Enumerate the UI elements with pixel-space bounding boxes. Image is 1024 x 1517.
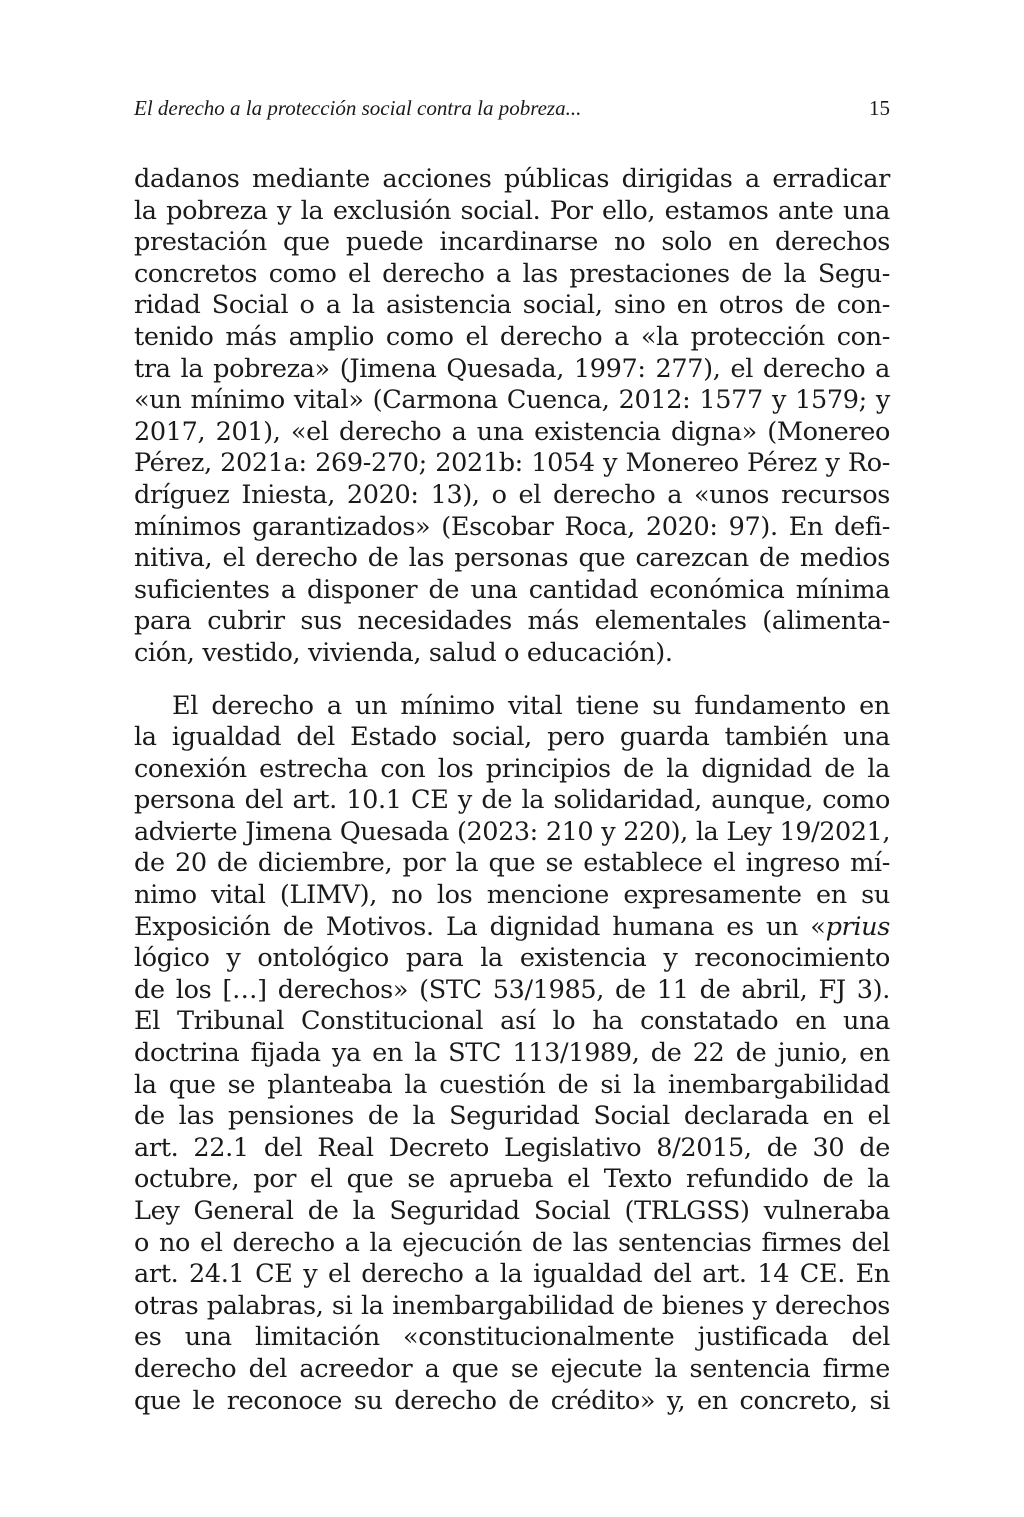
text-line: persona del art. 10.1 CE y de la solidaridad, aunque, como <box>134 785 890 816</box>
text-line: ción, vestido, vivienda, salud o educación). <box>134 637 673 668</box>
text-line: Pérez, 2021a: 269-270; 2021b: 1054 y Monereo Pérez y Ro- <box>134 448 890 479</box>
text-line: concretos como el derecho a las prestaciones de la Segu- <box>134 258 890 289</box>
text-line: mínimos garantizados» (Escobar Roca, 2020: 97). En defi- <box>134 511 890 542</box>
text-line: de los […] derechos» (STC 53/1985, de 11 de abril, FJ 3). <box>134 974 890 1005</box>
text-line: art. 22.1 del Real Decreto Legislativo 8/2015, de 30 de <box>134 1132 890 1163</box>
text-line: art. 24.1 CE y el derecho a la igualdad del art. 14 CE. En <box>134 1259 890 1290</box>
text-line: advierte Jimena Quesada (2023: 210 y 220), la Ley 19/2021, <box>134 816 890 847</box>
text-line: octubre, por el que se aprueba el Texto refundido de la <box>134 1164 890 1195</box>
running-title: El derecho a la protección social contra la pobreza... <box>134 96 582 120</box>
text-line: El derecho a un mínimo vital tiene su fundamento en <box>172 690 890 721</box>
text-line: tenido más amplio como el derecho a «la protección con- <box>134 321 890 352</box>
text-line: El Tribunal Constitucional así lo ha constatado en una <box>134 1006 890 1037</box>
running-header <box>134 96 890 126</box>
text-line: de 20 de diciembre, por la que se establece el ingreso mí- <box>134 848 890 879</box>
text-line: para cubrir sus necesidades más elementales (alimenta- <box>134 606 890 637</box>
text-line: que le reconoce su derecho de crédito» y, en concreto, si <box>134 1385 890 1416</box>
text-line: Ley General de la Seguridad Social (TRLGSS) vulneraba <box>134 1196 890 1226</box>
text-line: o no el derecho a la ejecución de las sentencias firmes del <box>134 1227 890 1258</box>
text-line: suficientes a disponer de una cantidad económica mínima <box>134 574 890 605</box>
text-line: la que se planteaba la cuestión de si la inembargabilidad <box>134 1069 890 1100</box>
text-line: nitiva, el derecho de las personas que carezcan de medios <box>134 543 890 574</box>
text-run: Exposición de Motivos. La dignidad humana es un « <box>134 911 826 942</box>
text-line: prestación que puede incardinarse no solo en derechos <box>134 227 890 258</box>
text-line: la pobreza y la exclusión social. Por ello, estamos ante una <box>134 195 890 226</box>
text-line: lógico y ontológico para la existencia y reconocimiento <box>134 943 890 974</box>
paragraph-gap <box>134 670 890 691</box>
page-number: 15 <box>869 96 890 120</box>
text-line: nimo vital (LIMV), no los mencione expresamente en su <box>134 880 890 911</box>
italic-term: prius <box>825 911 890 942</box>
text-line: otras palabras, si la inembargabilidad de bienes y derechos <box>134 1290 890 1321</box>
text-line: la igualdad del Estado social, pero guarda también una <box>134 722 890 753</box>
body-text <box>134 164 890 1417</box>
text-line: «un mínimo vital» (Carmona Cuenca, 2012: 1577 y 1579; y <box>134 385 890 416</box>
text-line: derecho del acreedor a que se ejecute la sentencia firme <box>134 1353 890 1384</box>
text-line <box>134 912 890 944</box>
text-line: dadanos mediante acciones públicas dirigidas a erradicar <box>134 164 890 194</box>
text-line: ridad Social o a la asistencia social, sino en otros de con- <box>134 290 890 321</box>
text-line: dríguez Iniesta, 2020: 13), o el derecho a «unos recursos <box>134 479 890 510</box>
text-line: de las pensiones de la Seguridad Social declarada en el <box>134 1101 890 1132</box>
text-line: doctrina fijada ya en la STC 113/1989, de 22 de junio, en <box>134 1038 890 1069</box>
text-line: es una limitación «constitucionalmente justificada del <box>134 1322 890 1353</box>
text-line: 2017, 201), «el derecho a una existencia digna» (Monereo <box>134 416 890 447</box>
paragraph <box>134 164 890 670</box>
text-line: tra la pobreza» (Jimena Quesada, 1997: 277), el derecho a <box>134 353 890 384</box>
text-line: conexión estrecha con los principios de la dignidad de la <box>134 753 890 784</box>
paragraph <box>134 691 890 1418</box>
